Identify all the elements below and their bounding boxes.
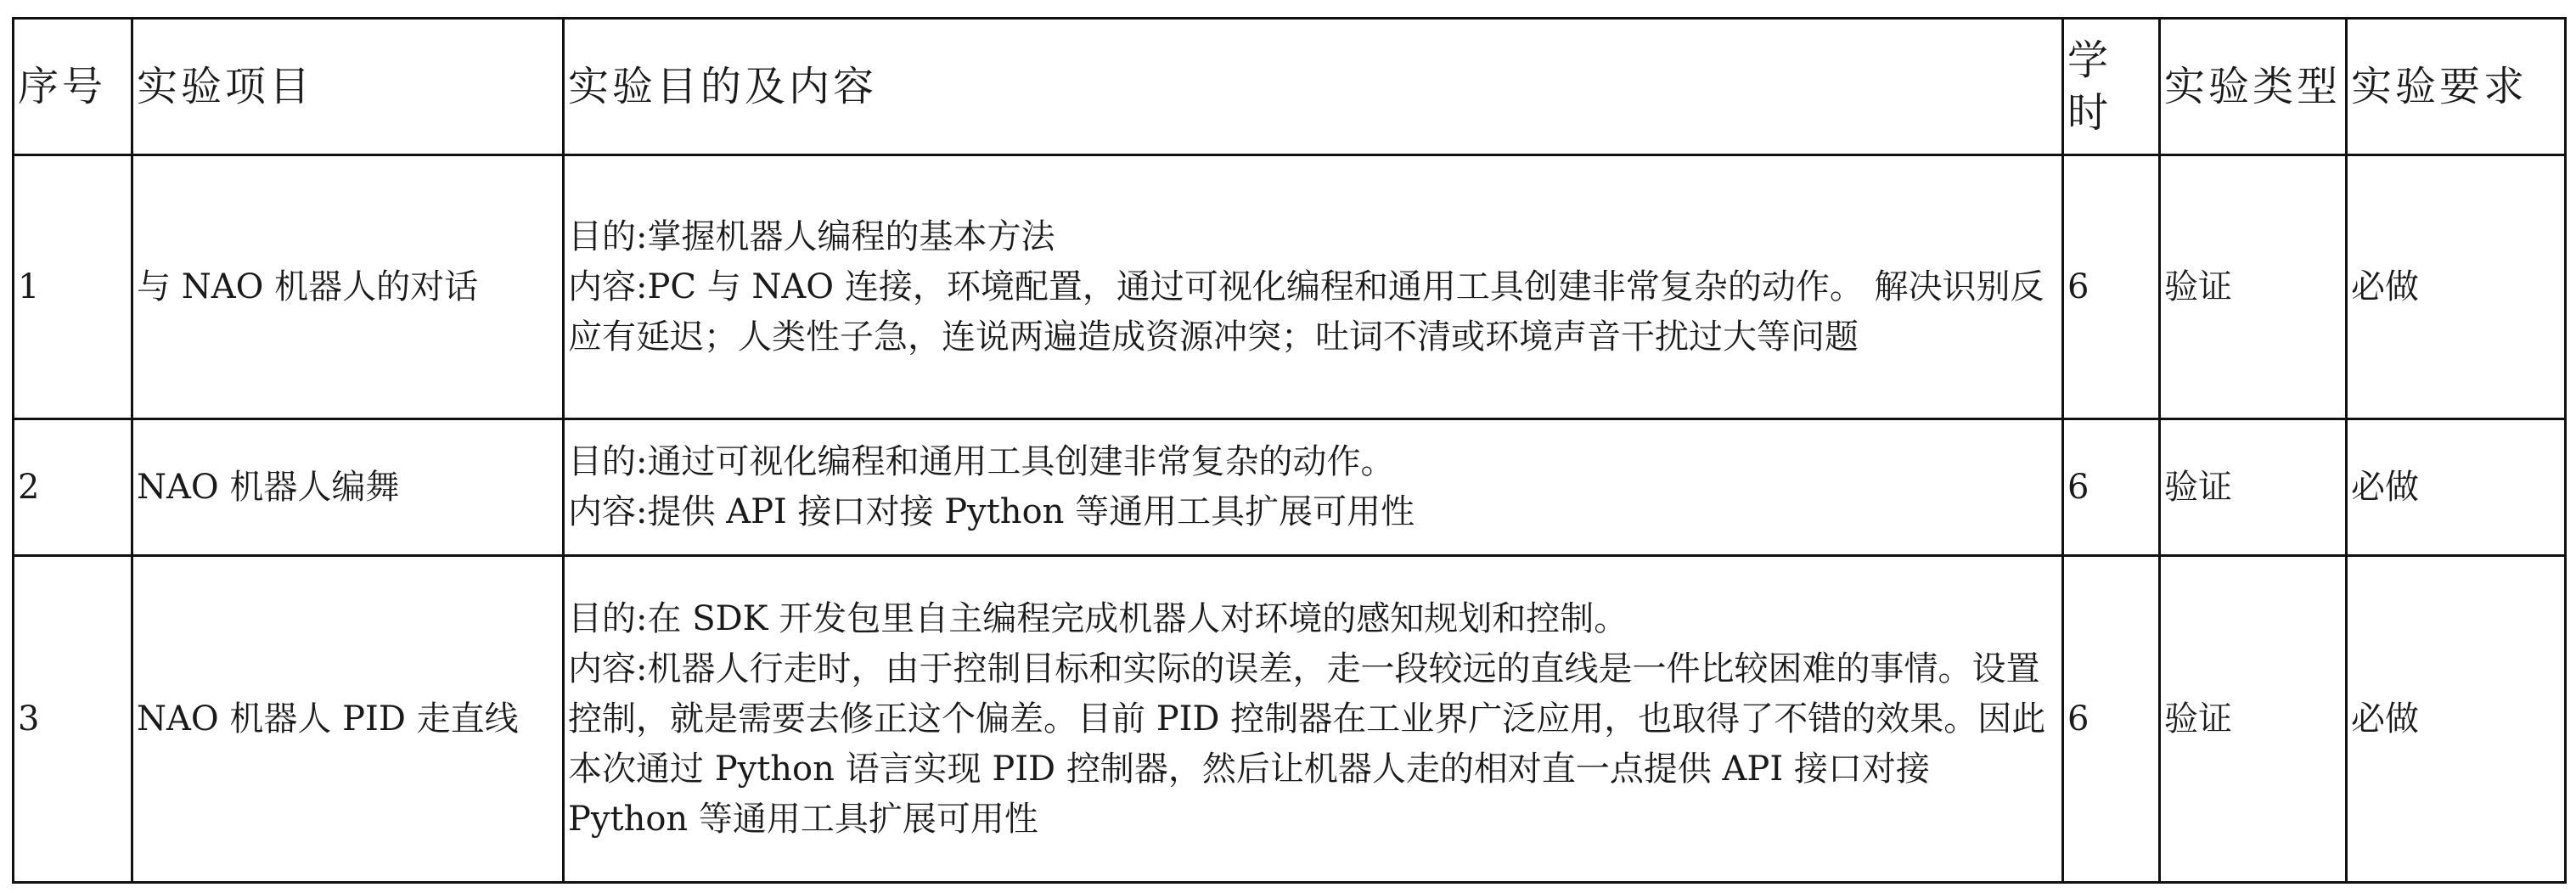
table-header-row xyxy=(14,19,2566,155)
cell-description xyxy=(564,556,2063,883)
table-row xyxy=(14,556,2566,883)
cell-requirement: 必做 xyxy=(2347,419,2566,556)
cell-hours: 6 xyxy=(2063,419,2160,556)
table-row xyxy=(14,419,2566,556)
cell-type: 验证 xyxy=(2160,155,2347,419)
header-requirement: 实验要求 xyxy=(2347,19,2566,155)
purpose-text: 目的:在 SDK 开发包里自主编程完成机器人对环境的感知规划和控制。 xyxy=(568,598,1628,638)
content-text: 内容:机器人行走时，由于控制目标和实际的误差，走一段较远的直线是一件比较困难的事情。设置控制，就是需要去修正这个偏差。目前 PID 控制器在工业界广泛应用，也取得了不错的效果。因此本次通过 Python 语言实现 PID 控制器，然后让机器人走的相对直一点提供 API 接口对接 Python 等通用工具扩展可用性 xyxy=(568,649,2046,839)
cell-requirement: 必做 xyxy=(2347,556,2566,883)
cell-project: NAO 机器人 PID 走直线 xyxy=(132,556,564,883)
purpose-text: 目的:掌握机器人编程的基本方法 xyxy=(568,216,1055,256)
cell-type: 验证 xyxy=(2160,419,2347,556)
cell-index: 1 xyxy=(14,155,132,419)
cell-hours: 6 xyxy=(2063,556,2160,883)
table-row xyxy=(14,155,2566,419)
cell-description xyxy=(564,155,2063,419)
experiment-table xyxy=(12,17,2567,884)
content-text: 内容:提供 API 接口对接 Python 等通用工具扩展可用性 xyxy=(568,492,1415,531)
cell-project: 与 NAO 机器人的对话 xyxy=(132,155,564,419)
purpose-text: 目的:通过可视化编程和通用工具创建非常复杂的动作。 xyxy=(568,442,1395,481)
cell-hours: 6 xyxy=(2063,155,2160,419)
cell-requirement: 必做 xyxy=(2347,155,2566,419)
cell-project: NAO 机器人编舞 xyxy=(132,419,564,556)
cell-index: 2 xyxy=(14,419,132,556)
header-project: 实验项目 xyxy=(132,19,564,155)
content-text: 内容:PC 与 NAO 连接，环境配置，通过可视化编程和通用工具创建非常复杂的动作。 解决识别反应有延迟；人类性子急，连说两遍造成资源冲突；吐词不清或环境声音干扰过大等问题 xyxy=(568,267,2044,357)
header-description: 实验目的及内容 xyxy=(564,19,2063,155)
cell-index: 3 xyxy=(14,556,132,883)
cell-type: 验证 xyxy=(2160,556,2347,883)
header-type: 实验类型 xyxy=(2160,19,2347,155)
cell-description xyxy=(564,419,2063,556)
header-index: 序号 xyxy=(14,19,132,155)
header-hours: 学时 xyxy=(2063,19,2160,155)
